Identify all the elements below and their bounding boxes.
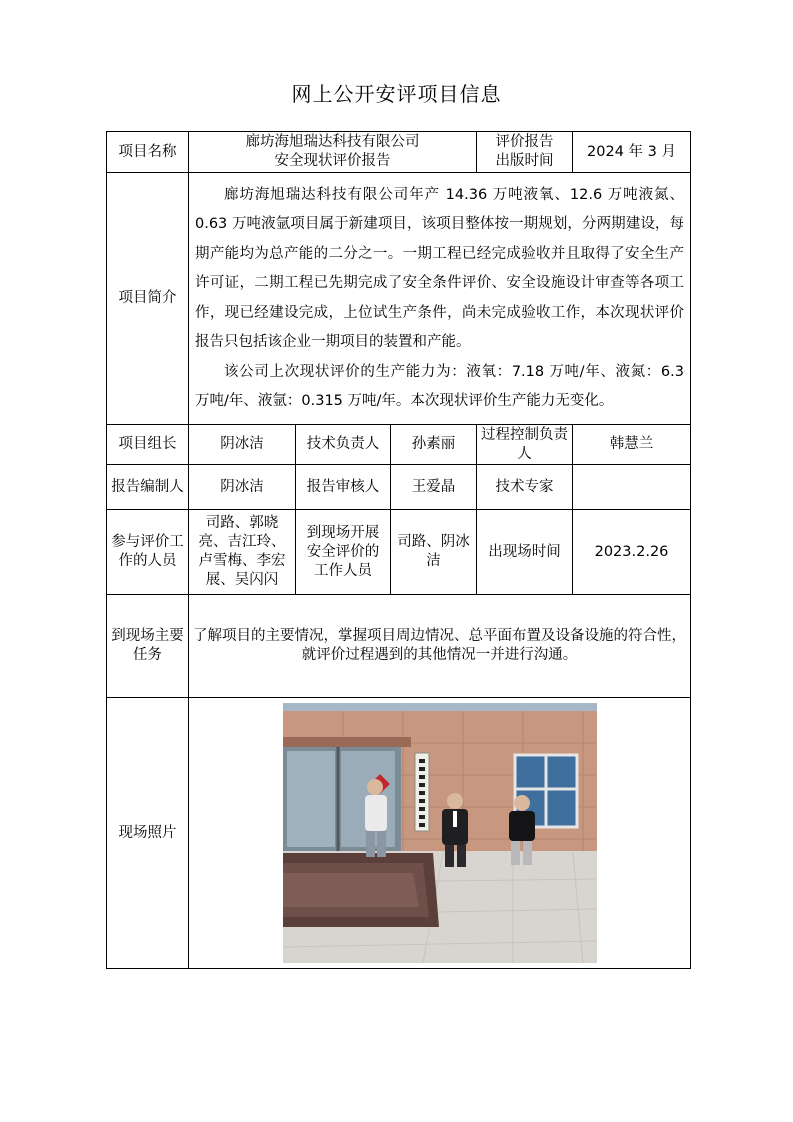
project-intro-text bbox=[189, 173, 691, 425]
onsite-staff-value: 司路、阴冰洁 bbox=[391, 510, 477, 595]
reviewer-value: 王爱晶 bbox=[391, 465, 477, 510]
site-photo-cell bbox=[189, 698, 691, 969]
project-intro-para2: 该公司上次现状评价的生产能力为：液氧：7.18 万吨/年、液氮：6.3 万吨/年、液氩：0.315 万吨/年。本次现状评价生产能力无变化。 bbox=[195, 363, 684, 409]
project-name-line1: 廊坊海旭瑞达科技有限公司 bbox=[245, 134, 420, 150]
tech-lead-value: 孙素丽 bbox=[391, 425, 477, 465]
leader-value: 阴冰洁 bbox=[189, 425, 296, 465]
row-participants bbox=[107, 510, 691, 595]
onsite-tasks-text: 了解项目的主要情况，掌握项目周边情况、总平面布置及设备设施的符合性，就评价过程遇到的其他情况一并进行沟通。 bbox=[189, 595, 691, 698]
leader-label: 项目组长 bbox=[107, 425, 189, 465]
project-info-table bbox=[106, 131, 691, 969]
reviewer-label: 报告审核人 bbox=[296, 465, 391, 510]
project-name-label: 项目名称 bbox=[107, 132, 189, 173]
page-title: 网上公开安评项目信息 bbox=[291, 82, 502, 106]
report-date-value: 2024 年 3 月 bbox=[573, 132, 691, 173]
project-name-line2: 安全现状评价报告 bbox=[274, 153, 391, 169]
report-date-label-line2: 出版时间 bbox=[495, 153, 554, 169]
row-onsite-tasks bbox=[107, 595, 691, 698]
participants-value: 司路、郭晓亮、吉江玲、卢雪梅、李宏展、吴闪闪 bbox=[189, 510, 296, 595]
project-intro-para1: 廊坊海旭瑞达科技有限公司年产 14.36 万吨液氧、12.6 万吨液氮、0.63 万吨液氩项目属于新建项目，该项目整体按一期规划，分两期建设，每期产能均为总产能的二分之一。一期工程已经完成验收并且取得了安全生产许可证，二期工程已先期完成了安全条件评价、安全设施设计审查等各项工作，现已经建设完成，上位试生产条件，尚未完成验收工作，本次现状评价报告只包括该企业一期项目的装置和产能。 bbox=[195, 186, 684, 350]
report-date-label bbox=[477, 132, 573, 173]
site-photo-label: 现场照片 bbox=[107, 698, 189, 969]
process-control-label: 过程控制负责人 bbox=[477, 425, 573, 465]
tech-expert-label: 技术专家 bbox=[477, 465, 573, 510]
row-project-intro bbox=[107, 173, 691, 425]
tech-expert-value bbox=[573, 465, 691, 510]
onsite-tasks-label: 到现场主要任务 bbox=[107, 595, 189, 698]
project-intro-label: 项目简介 bbox=[107, 173, 189, 425]
onsite-time-label: 出现场时间 bbox=[477, 510, 573, 595]
site-photo-image bbox=[283, 703, 597, 963]
row-site-photo bbox=[107, 698, 691, 969]
author-label: 报告编制人 bbox=[107, 465, 189, 510]
onsite-time-value: 2023.2.26 bbox=[573, 510, 691, 595]
author-value: 阴冰洁 bbox=[189, 465, 296, 510]
process-control-value: 韩慧兰 bbox=[573, 425, 691, 465]
project-name-value bbox=[189, 132, 477, 173]
site-photo bbox=[283, 703, 597, 963]
row-report-staff bbox=[107, 465, 691, 510]
participants-label: 参与评价工作的人员 bbox=[107, 510, 189, 595]
row-project-name bbox=[107, 132, 691, 173]
row-project-team bbox=[107, 425, 691, 465]
onsite-staff-label: 到现场开展安全评价的工作人员 bbox=[296, 510, 391, 595]
tech-lead-label: 技术负责人 bbox=[296, 425, 391, 465]
report-date-label-line1: 评价报告 bbox=[495, 134, 554, 150]
